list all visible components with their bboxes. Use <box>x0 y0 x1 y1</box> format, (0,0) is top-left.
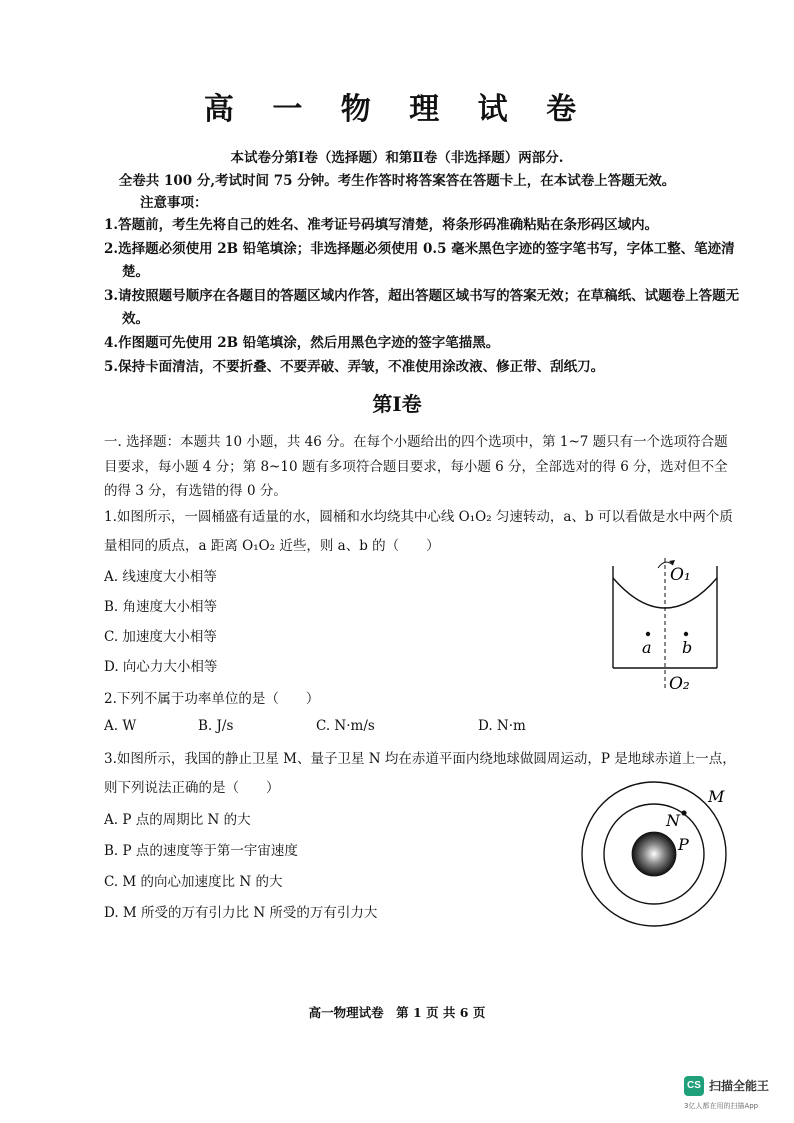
exam-intro-line-2: 全卷共 100 分,考试时间 75 分钟。考生作答时将答案答在答题卡上，在本试卷上答题无效。 <box>118 173 676 189</box>
page-footer: 高一物理试卷 第 1 页 共 6 页 <box>308 1005 486 1020</box>
q3-option-a: A. P 点的周期比 N 的大 <box>104 812 251 828</box>
satellite-orbit-figure <box>568 772 740 940</box>
point-label-p: P <box>678 835 689 854</box>
question-1-stem: 1.如图所示，一圆桶盛有适量的水，圆桶和水均绕其中心线 O₁O₂ 匀速转动，a、b 可以看做是水中两个质量相同的质点，a 距离 O₁O₂ 近些，则 a、b 的（ ） <box>104 509 733 554</box>
note-item: 4.作图题可先使用 2B 铅笔填涂，然后用黑色字迹的签字笔描黑。 <box>104 334 500 351</box>
q3-option-b: B. P 点的速度等于第一宇宙速度 <box>104 843 298 859</box>
notes-list <box>104 214 744 379</box>
note-item: 5.保持卡面清洁，不要折叠、不要弄破、弄皱，不准使用涂改液、修正带、刮纸刀。 <box>104 358 605 375</box>
q1-option-b: B. 角速度大小相等 <box>104 599 218 615</box>
q3-option-d: D. M 所受的万有引力比 N 所受的万有引力大 <box>104 905 378 921</box>
note-item: 1.答题前，考生先将自己的姓名、准考证号码填写清楚，将条形码准确粘贴在条形码区域内。 <box>104 217 659 233</box>
scanner-logo-icon: CS <box>684 1076 704 1096</box>
exam-intro-line-1: 本试卷分第Ⅰ卷（选择题）和第Ⅱ卷（非选择题）两部分. <box>230 150 564 166</box>
scanner-app-name: 扫描全能王 <box>709 1079 770 1093</box>
satellite-label-n: N <box>666 811 680 830</box>
satellite-label-m: M <box>708 787 725 806</box>
q3-option-c: C. M 的向心加速度比 N 的大 <box>104 874 283 890</box>
note-item: 3.请按照题号顺序在各题目的答题区域内作答，超出答题区域书写的答案无效；在草稿纸、试题卷上答题无效。 <box>104 287 740 328</box>
q1-option-d: D. 向心力大小相等 <box>104 659 218 675</box>
axis-label-o1: O₁ <box>670 565 691 585</box>
notes-heading: 注意事项： <box>140 195 208 211</box>
note-item: 2.选择题必须使用 2B 铅笔填涂；非选择题必须使用 0.5 毫米黑色字迹的签字笔书写，字体工整、笔迹清楚。 <box>104 240 735 281</box>
q1-option-c: C. 加速度大小相等 <box>104 629 217 645</box>
point-label-a: a <box>642 638 652 657</box>
scanner-app-tagline: 3亿人都在用的扫描App <box>684 1102 759 1110</box>
q1-option-a: A. 线速度大小相等 <box>104 569 217 585</box>
page-title: 高 一 物 理 试 卷 <box>203 92 591 127</box>
question-2-stem: 2.下列不属于功率单位的是（ ） <box>104 691 320 707</box>
question-3-stem: 3.如图所示，我国的静止卫星 M、量子卫星 N 均在赤道平面内绕地球做圆周运动，P 是地球赤道上一点，则下列说法正确的是（ ） <box>104 751 736 796</box>
axis-label-o2: O₂ <box>669 674 690 694</box>
q2-option-b: B. J/s <box>198 718 234 734</box>
section-title: 第Ⅰ卷 <box>372 392 422 416</box>
q2-option-a: A. W <box>104 718 137 734</box>
q2-option-c: C. N·m/s <box>316 718 375 734</box>
q2-option-d: D. N·m <box>478 718 526 734</box>
point-label-b: b <box>682 638 693 657</box>
rotating-bucket-figure <box>600 550 735 698</box>
part1-instructions: 一. 选择题：本题共 10 小题，共 46 分。在每个小题给出的四个选项中，第 1~7 题只有一个选项符合题目要求，每小题 4 分；第 8~10 题有多项符合题目要求，每小题 6 分，全部选对的得 6 分，选对但不全的得 3 分，有选错的得 0 分。 <box>104 434 728 499</box>
